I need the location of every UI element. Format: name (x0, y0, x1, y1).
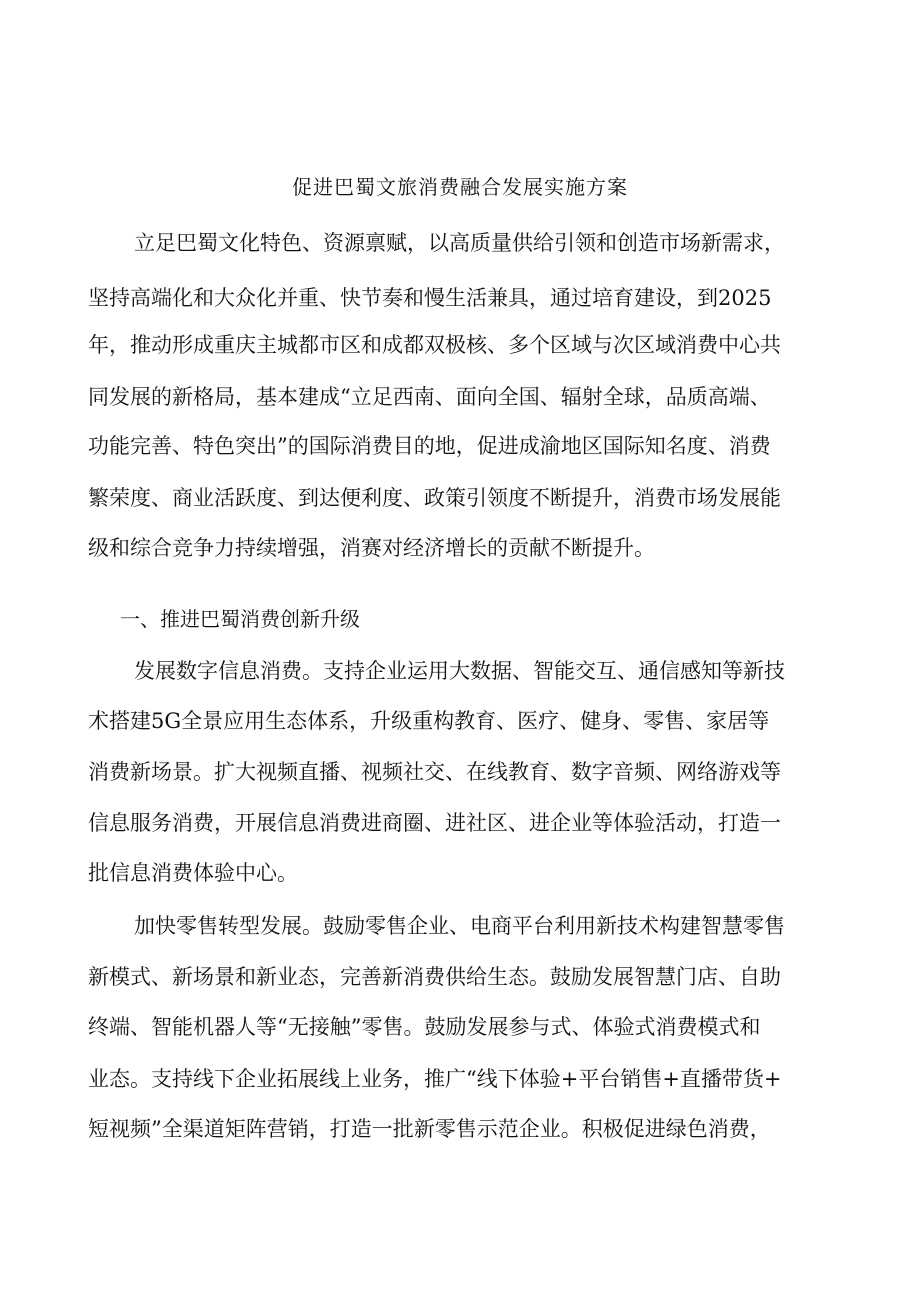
para1-line-5: 批信息消费体验中心。 (88, 861, 298, 885)
para2-line-2: 新模式、新场景和新业态，完善新消费供给生态。鼓励发展智慧门店、自助 (88, 965, 781, 989)
para2-line-4: 业态。支持线下企业拓展线上业务，推广“线下体验+平台销售+直播带货+ (88, 1067, 782, 1091)
para1-line-2: 术搭建5G全景应用生态体系，升级重构教育、医疗、健身、零售、家居等 (88, 709, 770, 733)
intro-line-7: 级和综合竞争力持续增强，消赛对经济增长的贡献不断提升。 (88, 536, 655, 560)
section-heading-1: 一、推进巴蜀消费创新升级 (120, 607, 360, 631)
document-title: 促进巴蜀文旅消费融合发展实施方案 (292, 175, 628, 199)
para1-line-3: 消费新场景。扩大视频直播、视频社交、在线教育、数字音频、网络游戏等 (88, 760, 781, 784)
para1-line-1: 发展数字信息消费。支持企业运用大数据、智能交互、通信感知等新技 (134, 659, 785, 683)
intro-line-4: 同发展的新格局，基本建成“立足西南、面向全国、辐射全球，品质高端、 (88, 385, 771, 409)
para2-line-1: 加快零售转型发展。鼓励零售企业、电商平台利用新技术构建智慧零售 (134, 914, 785, 938)
intro-line-2: 坚持高端化和大众化并重、快节奏和慢生活兼具，通过培育建设，到2025 (88, 286, 772, 310)
intro-line-3: 年，推动形成重庆主城都市区和成都双极核、多个区域与次区域消费中心共 (88, 333, 781, 357)
para2-line-5: 短视频”全渠道矩阵营销，打造一批新零售示范企业。积极促进绿色消费， (88, 1117, 771, 1141)
para2-line-3: 终端、智能机器人等“无接触”零售。鼓励发展参与式、体验式消费模式和 (88, 1015, 761, 1039)
para1-line-4: 信息服务消费，开展信息消费进商圈、进社区、进企业等体验活动，打造一 (88, 811, 781, 835)
intro-line-6: 繁荣度、商业活跃度、到达便利度、政策引领度不断提升，消费市场发展能 (88, 486, 781, 510)
intro-line-1: 立足巴蜀文化特色、资源禀赋，以高质量供给引领和创造市场新需求， (134, 231, 785, 255)
intro-line-5: 功能完善、特色突出”的国际消费目的地，促进成渝地区国际知名度、消费 (88, 434, 771, 458)
